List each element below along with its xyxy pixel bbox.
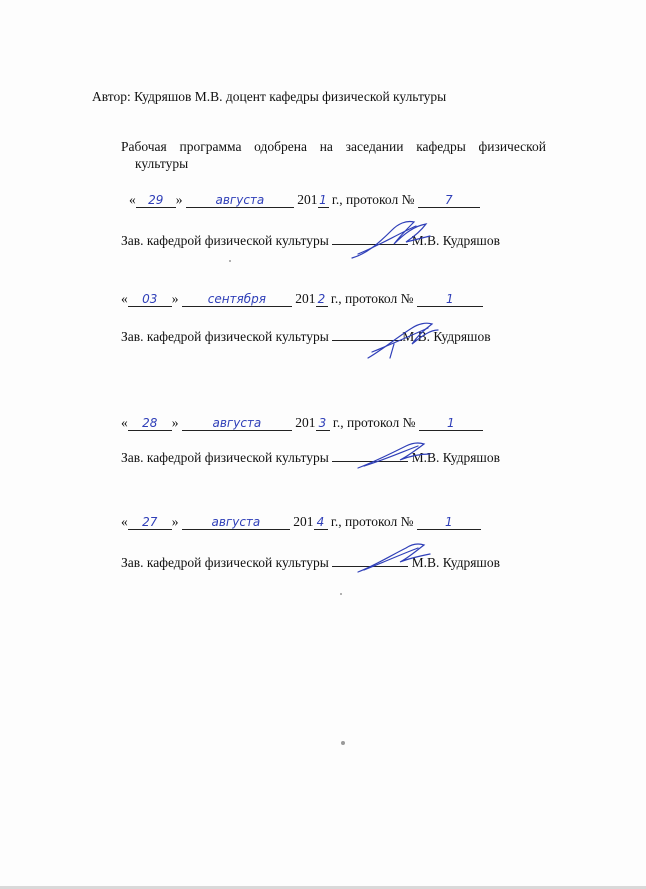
year-digit-field: 4 [314, 514, 328, 530]
close-quote: » [175, 192, 183, 207]
head-line-1 [121, 229, 500, 249]
head-name: М.В. Кудряшов [402, 329, 491, 344]
approval-text-content: Рабочая программа одобрена на заседании кафедры физической культуры [121, 139, 546, 171]
head-label: Зав. кафедрой физической культуры [121, 555, 329, 570]
head-label: Зав. кафедрой физической культуры [121, 233, 329, 248]
year-digit-field: 2 [316, 291, 328, 307]
protocol-number-field: 1 [417, 291, 483, 307]
protocol-label: г., протокол № [330, 514, 414, 529]
head-label: Зав. кафедрой физической культуры [121, 329, 329, 344]
approval-text [121, 138, 546, 172]
year-digit-field: 1 [319, 193, 327, 207]
scan-speck [229, 260, 231, 262]
date-line-3 [121, 415, 483, 431]
head-line-3 [121, 446, 500, 466]
scan-speck [340, 593, 342, 595]
year-prefix: 201 [297, 192, 318, 207]
date-line-4 [121, 514, 481, 530]
month-field: августа [186, 192, 294, 208]
handwritten-signature-4 [354, 538, 434, 583]
open-quote: « [121, 514, 128, 529]
protocol-number-field: 1 [419, 415, 483, 431]
year-prefix: 201 [293, 514, 314, 529]
head-line-4 [121, 551, 500, 571]
month-field: августа [182, 514, 290, 530]
year-digit-field: 3 [316, 415, 330, 431]
month-field: августа [182, 415, 292, 431]
month-field: сентября [182, 291, 292, 307]
protocol-number-field: 1 [417, 514, 481, 530]
handwritten-signature-3 [354, 438, 434, 479]
scan-speck [341, 741, 345, 745]
day-field: 28 [128, 415, 172, 431]
close-quote: » [171, 514, 179, 529]
day-field: 03 [128, 291, 172, 307]
date-line-2 [121, 291, 483, 307]
date-line-1 [129, 192, 480, 208]
handwritten-signature-1 [348, 214, 438, 271]
head-name: М.В. Кудряшов [411, 233, 500, 248]
year-prefix: 201 [295, 415, 316, 430]
protocol-number-field: 7 [418, 192, 480, 208]
open-quote: « [121, 415, 128, 430]
protocol-label: г., протокол № [332, 415, 416, 430]
head-name: М.В. Кудряшов [411, 555, 500, 570]
head-label: Зав. кафедрой физической культуры [121, 450, 329, 465]
head-name: М.В. Кудряшов [411, 450, 500, 465]
open-quote: « [121, 291, 128, 306]
day-field: 29 [136, 192, 176, 208]
close-quote: » [171, 415, 179, 430]
open-quote: « [129, 192, 136, 207]
year-prefix: 201 [295, 291, 316, 306]
protocol-label: г., протокол № [330, 291, 414, 306]
close-quote: » [171, 291, 179, 306]
author-line: Автор: Кудряшов М.В. доцент кафедры физической культуры [92, 89, 447, 104]
protocol-label: г., протокол № [331, 192, 415, 207]
handwritten-signature-2 [364, 318, 444, 369]
day-field: 27 [128, 514, 172, 530]
